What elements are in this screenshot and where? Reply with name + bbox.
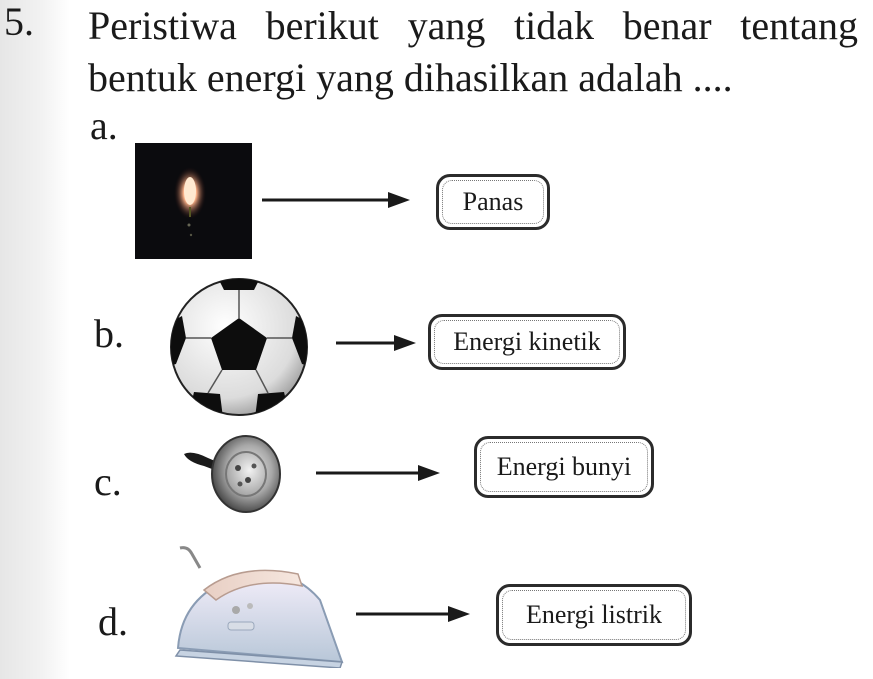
option-a-letter[interactable]: a. — [90, 103, 118, 148]
arrow-a — [262, 190, 412, 215]
soccer-ball-image — [168, 276, 310, 418]
option-b-letter[interactable]: b. — [94, 311, 124, 356]
page-edge-shadow — [0, 0, 70, 679]
answer-box-a: Panas — [436, 174, 550, 230]
option-c-letter[interactable]: c. — [94, 459, 122, 504]
candle-image — [135, 143, 252, 259]
bicycle-bell-image — [182, 434, 286, 516]
electric-iron-image — [170, 544, 348, 668]
question-number: 5. — [4, 0, 34, 44]
arrow-d — [356, 604, 472, 629]
question-text: Peristiwa berikut yang tidak benar tentang bentuk energi yang dihasilkan adalah .... — [88, 3, 858, 100]
answer-box-c: Energi bunyi — [474, 436, 654, 498]
option-d-letter[interactable]: d. — [98, 599, 128, 644]
answer-box-b: Energi kinetik — [428, 314, 626, 370]
arrow-c — [316, 463, 442, 488]
arrow-b — [336, 333, 418, 358]
answer-box-d: Energi listrik — [496, 584, 692, 646]
